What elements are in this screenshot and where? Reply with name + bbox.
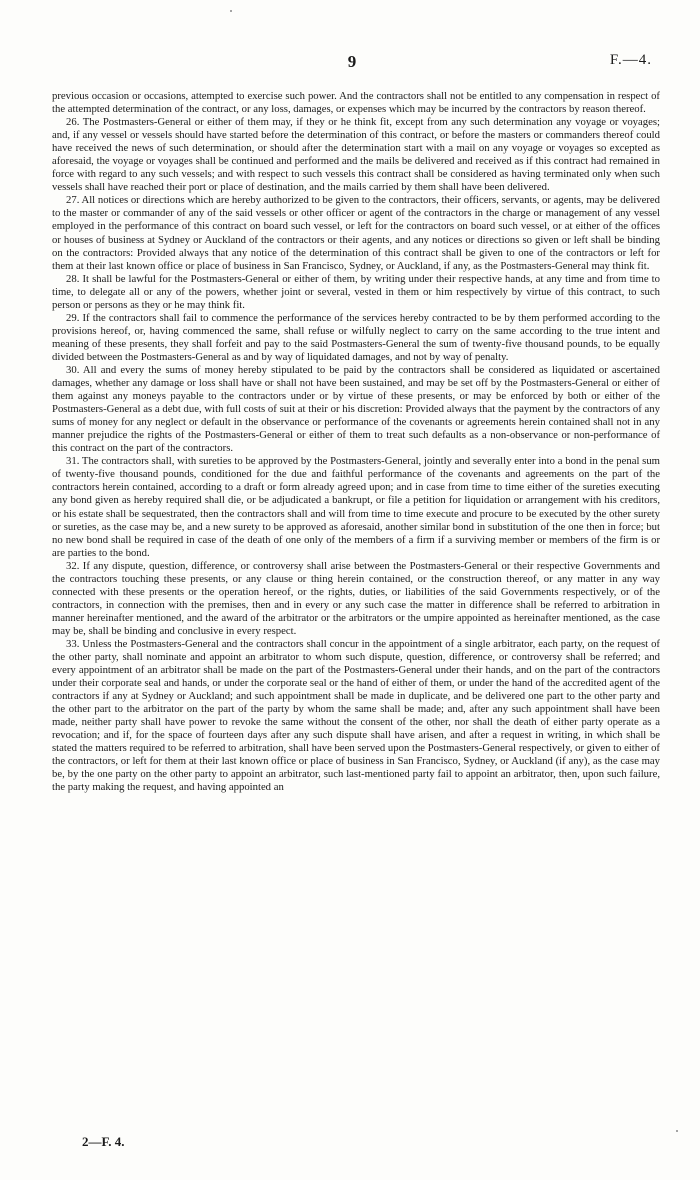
- page-header: [52, 52, 652, 76]
- scan-speck: [230, 10, 232, 12]
- signature-mark: 2—F. 4.: [82, 1134, 125, 1149]
- document-reference: F.—4.: [609, 52, 652, 68]
- clause-32: 32. If any dispute, question, difference, or controversy shall arise between the Postmasters-General or their respective Governments and the contractors touching these presents, or any clause or thing herein contained, or the construction thereof, or any matter in any way connected with these presents or the operation hereof, or the rights, duties, or liabilities of the said Governments respectively, or of the contractors, in connection with the premises, then and in every or any such case the matter in difference shall be referred to arbitration in manner hereinafter mentioned, and the award of the arbitrator or the arbitrators or the umpire appointed as hereinafter mentioned, as the case may be, shall be binding and conclusive in every respect.: [52, 559, 660, 637]
- clause-33: 33. Unless the Postmasters-General and the contractors shall concur in the appointment of a single arbitrator, each party, on the request of the other party, shall nominate and appoint an arbitrator to whom such dispute, question, difference, or controversy shall be referred; and every appointment of an arbitrator shall be made on the part of the Postmasters-General under their hands, and on the part of the contractors under their corporate seal and hands, or under the corporate seal or the hand of either of them, or under the hand of the accredited agent of the contractors if any at Sydney or Auckland; and such appointment shall be made in duplicate, and be delivered one part to the other party and the other part to the arbitrator on the part of the party by whom the same shall be made; and, after any such appointment shall have been made, neither party shall have power to revoke the same without the consent of the other, nor shall the death of either party operate as a revocation; and if, for the space of fourteen days after any such dispute shall have arisen, and after a request in writing, in which shall be stated the matters required to be referred to arbitration, shall have been served upon the Postmasters-General respectively, or given to either of the contractors, or left for them at their last known office or place of business in San Francisco, Sydney, or Auckland (if any), as the case may be, by the one party on the other party to appoint an arbitrator, such last-mentioned party fail to appoint an arbitrator, then, upon such failure, the party making the request, and having appointed an: [52, 637, 660, 794]
- clause-28: 28. It shall be lawful for the Postmasters-General or either of them, by writing under their respective hands, at any time and from time to time, to delegate all or any of the powers, whether joint or several, vested in them or him respectively by virtue of this contract, to such person or persons as they or he may think fit.: [52, 272, 660, 311]
- clause-30: 30. All and every the sums of money hereby stipulated to be paid by the contractors shall be considered as liquidated or ascertained damages, whether any damage or loss shall have or shall not have been sustained, and may be set off by the Postmasters-General or either of them against any moneys payable to the contractors under or by virtue of these presents, or may be enforced by both or either of the Postmasters-General as a debt due, with full costs of suit at their or his discretion: Provided always that the payment by the contractors of any sums of money for any neglect or default in the observance or performance of the covenants or agreements herein contained shall not in any manner prejudice the rights of the Postmasters-General or either of them to treat such defaults as a non-observance or non-performance of this contract on the part of the contractors.: [52, 363, 660, 455]
- clause-27: 27. All notices or directions which are hereby authorized to be given to the contractors, their officers, servants, or agents, may be delivered to the master or commander of any of the said vessels or other officer or agent of the contractors in the charge or management of any vessel employed in the performance of this contract on board such vessel, or left for the contractors on board such vessel, or at either of the offices or houses of business at Sydney or Auckland of the contractors or their agents, and any notices or directions so given or left shall be binding on the contractors: Provided always that any notice of the determination of this contract shall be given to one of the contractors or left for them at their last known office or place of business in San Francisco, Sydney, or Auckland, if any, as the Postmasters-General may think fit.: [52, 194, 660, 272]
- document-body: [52, 90, 660, 795]
- scan-speck: [676, 1130, 678, 1132]
- paragraph-continuation: previous occasion or occasions, attempted to exercise such power. And the contractors shall not be entitled to any compensation in respect of the attempted determination of the contract, or any loss, damages, or expenses which may be incurred by the contractors by reason thereof.: [52, 90, 660, 116]
- clause-26: 26. The Postmasters-General or either of them may, if they or he think fit, except from any such determination any voyage or voyages; and, if any vessel or vessels should have started before the determination of this contract, or before the masters or commanders thereof could have received the news of such determination, or should after the determination start with a mail on any voyage or voyages so excepted as aforesaid, the voyage or voyages shall be continued and performed and the mails be delivered and received as if this contract had remained in force with regard to any such vessels; and with respect to such vessels this contract shall be considered as having terminated only when such vessels shall have reached their port or place of destination, and the mails carried by them shall have been delivered.: [52, 116, 660, 194]
- clause-31: 31. The contractors shall, with sureties to be approved by the Postmasters-General, jointly and severally enter into a bond in the penal sum of twenty-five thousand pounds, conditioned for the due and faithful performance of the covenants and agreements on the part of the contractors herein contained, according to a draft or form already agreed upon; and in case from time to time either of the sureties executing any bond given as hereby required shall die, or be adjudicated a bankrupt, or file a petition for liquidation or arrangement with his creditors, or his estate shall be sequestrated, then the contractors shall and will from time to time execute and procure to be executed by the other surety or sureties, as the case may be, and a new surety to be approved as aforesaid, another similar bond in substitution of the one then in force; but no new bond shall be required in case of the death of one only of the members of a firm if a surviving member or members of the firm is or are parties to the bond.: [52, 455, 660, 559]
- clause-29: 29. If the contractors shall fail to commence the performance of the services hereby contracted to be by them performed according to the provisions hereof, or, having commenced the same, shall refuse or wilfully neglect to carry on the same according to the true intent and meaning of these presents, they shall forfeit and pay to the said Postmasters-General the sum of twenty-five thousand pounds, to be equally divided between the Postmasters-General as and by way of liquidated damages, and not by way of penalty.: [52, 311, 660, 363]
- page-number: 9: [347, 52, 357, 71]
